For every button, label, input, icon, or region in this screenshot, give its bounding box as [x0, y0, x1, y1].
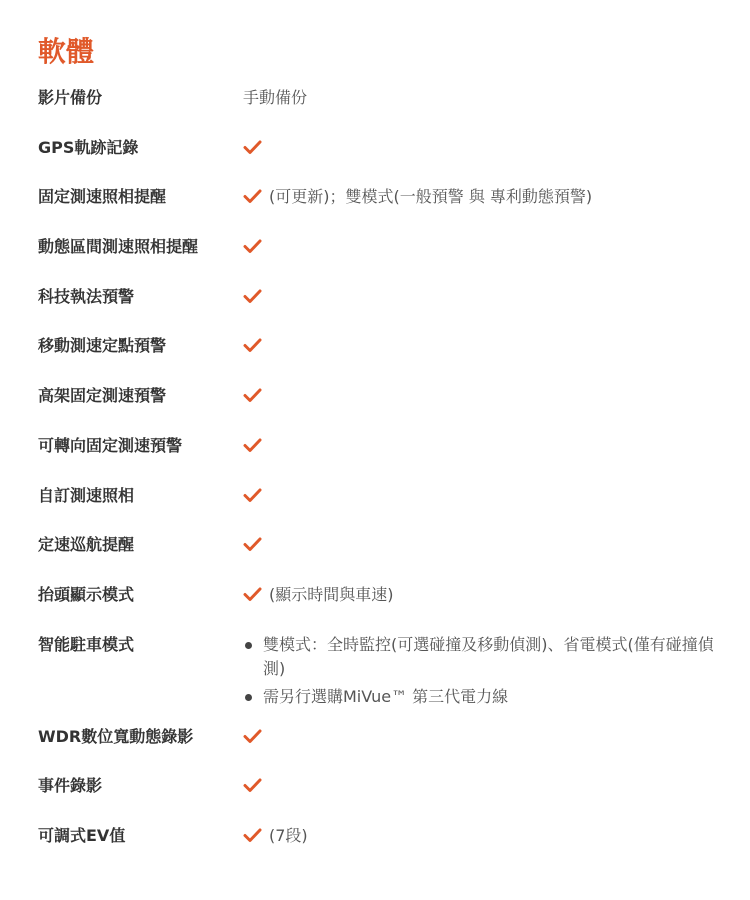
spec-value: [243, 181, 728, 213]
spec-value: [243, 629, 728, 711]
spec-value: [243, 820, 728, 852]
check-icon: [243, 721, 263, 753]
spec-label: 可調式EV值: [38, 825, 126, 845]
check-icon: [243, 430, 263, 462]
check-icon: [243, 579, 263, 611]
check-icon: [243, 330, 263, 362]
check-icon: [243, 231, 263, 263]
spec-row-event-recording: [38, 770, 728, 820]
spec-row-video-backup: [38, 82, 728, 132]
spec-value-note: (可更新)；雙模式(一般預警 與 專利動態預警): [269, 187, 593, 207]
spec-value: [243, 770, 728, 802]
spec-row-wdr-recording: [38, 721, 728, 771]
spec-label: WDR數位寬動態錄影: [38, 726, 194, 746]
spec-row-elevated-fixed-speed: [38, 380, 728, 430]
spec-label: 可轉向固定測速預警: [38, 435, 183, 455]
check-icon: [243, 770, 263, 802]
check-icon: [243, 529, 263, 561]
spec-value: [243, 380, 728, 412]
spec-label: 事件錄影: [38, 776, 103, 796]
check-icon: [243, 132, 263, 164]
spec-label: 固定測速照相提醒: [38, 187, 167, 207]
spec-value: [243, 579, 728, 611]
spec-row-hud-mode: [38, 579, 728, 629]
spec-value: [243, 132, 728, 164]
spec-table: [38, 82, 728, 870]
bullet-dot-icon: [245, 642, 252, 649]
section-title: 軟體: [38, 35, 95, 68]
spec-row-fixed-speed-camera: [38, 181, 728, 231]
spec-label: 自訂測速照相: [38, 485, 135, 505]
bullet-list: [243, 629, 728, 711]
bullet-item: [243, 685, 728, 709]
check-icon: [243, 281, 263, 313]
spec-value: [243, 529, 728, 561]
spec-label: 動態區間測速照相提醒: [38, 237, 199, 257]
spec-value: [243, 330, 728, 362]
bullet-dot-icon: [245, 694, 252, 701]
bullet-item: [243, 633, 728, 681]
spec-value-text: 手動備份: [243, 88, 308, 107]
spec-value: [243, 231, 728, 263]
spec-value: [243, 480, 728, 512]
check-icon: [243, 820, 263, 852]
spec-value: [243, 430, 728, 462]
check-icon: [243, 480, 263, 512]
spec-value-note: (7段): [269, 825, 308, 845]
spec-label: 高架固定測速預警: [38, 386, 167, 406]
check-icon: [243, 380, 263, 412]
spec-row-custom-speed-camera: [38, 480, 728, 530]
spec-value: [243, 82, 728, 114]
spec-label: 抬頭顯示模式: [38, 584, 135, 604]
check-icon: [243, 181, 263, 213]
spec-row-cruise-reminder: [38, 529, 728, 579]
spec-row-rotatable-fixed-speed: [38, 430, 728, 480]
spec-row-smart-parking: [38, 629, 728, 721]
spec-row-adjustable-ev: [38, 820, 728, 870]
spec-label: 影片備份: [38, 88, 103, 107]
spec-label: 定速巡航提醒: [38, 535, 135, 555]
bullet-text: 雙模式：全時監控(可選碰撞及移動偵測)、省電模式(僅有碰撞偵測): [263, 634, 714, 678]
spec-value-note: (顯示時間與車速): [269, 584, 394, 604]
spec-label: 科技執法預警: [38, 286, 135, 306]
spec-row-mobile-speed-point: [38, 330, 728, 380]
spec-label: GPS軌跡記錄: [38, 137, 139, 157]
spec-label: 移動測速定點預警: [38, 336, 167, 356]
spec-value: [243, 721, 728, 753]
bullet-text: 需另行選購MiVue™ 第三代電力線: [263, 686, 509, 706]
spec-label: 智能駐車模式: [38, 634, 135, 654]
spec-row-average-speed-zone: [38, 231, 728, 281]
spec-row-gps-track: [38, 132, 728, 182]
spec-value: [243, 281, 728, 313]
spec-row-tech-enforcement: [38, 281, 728, 331]
